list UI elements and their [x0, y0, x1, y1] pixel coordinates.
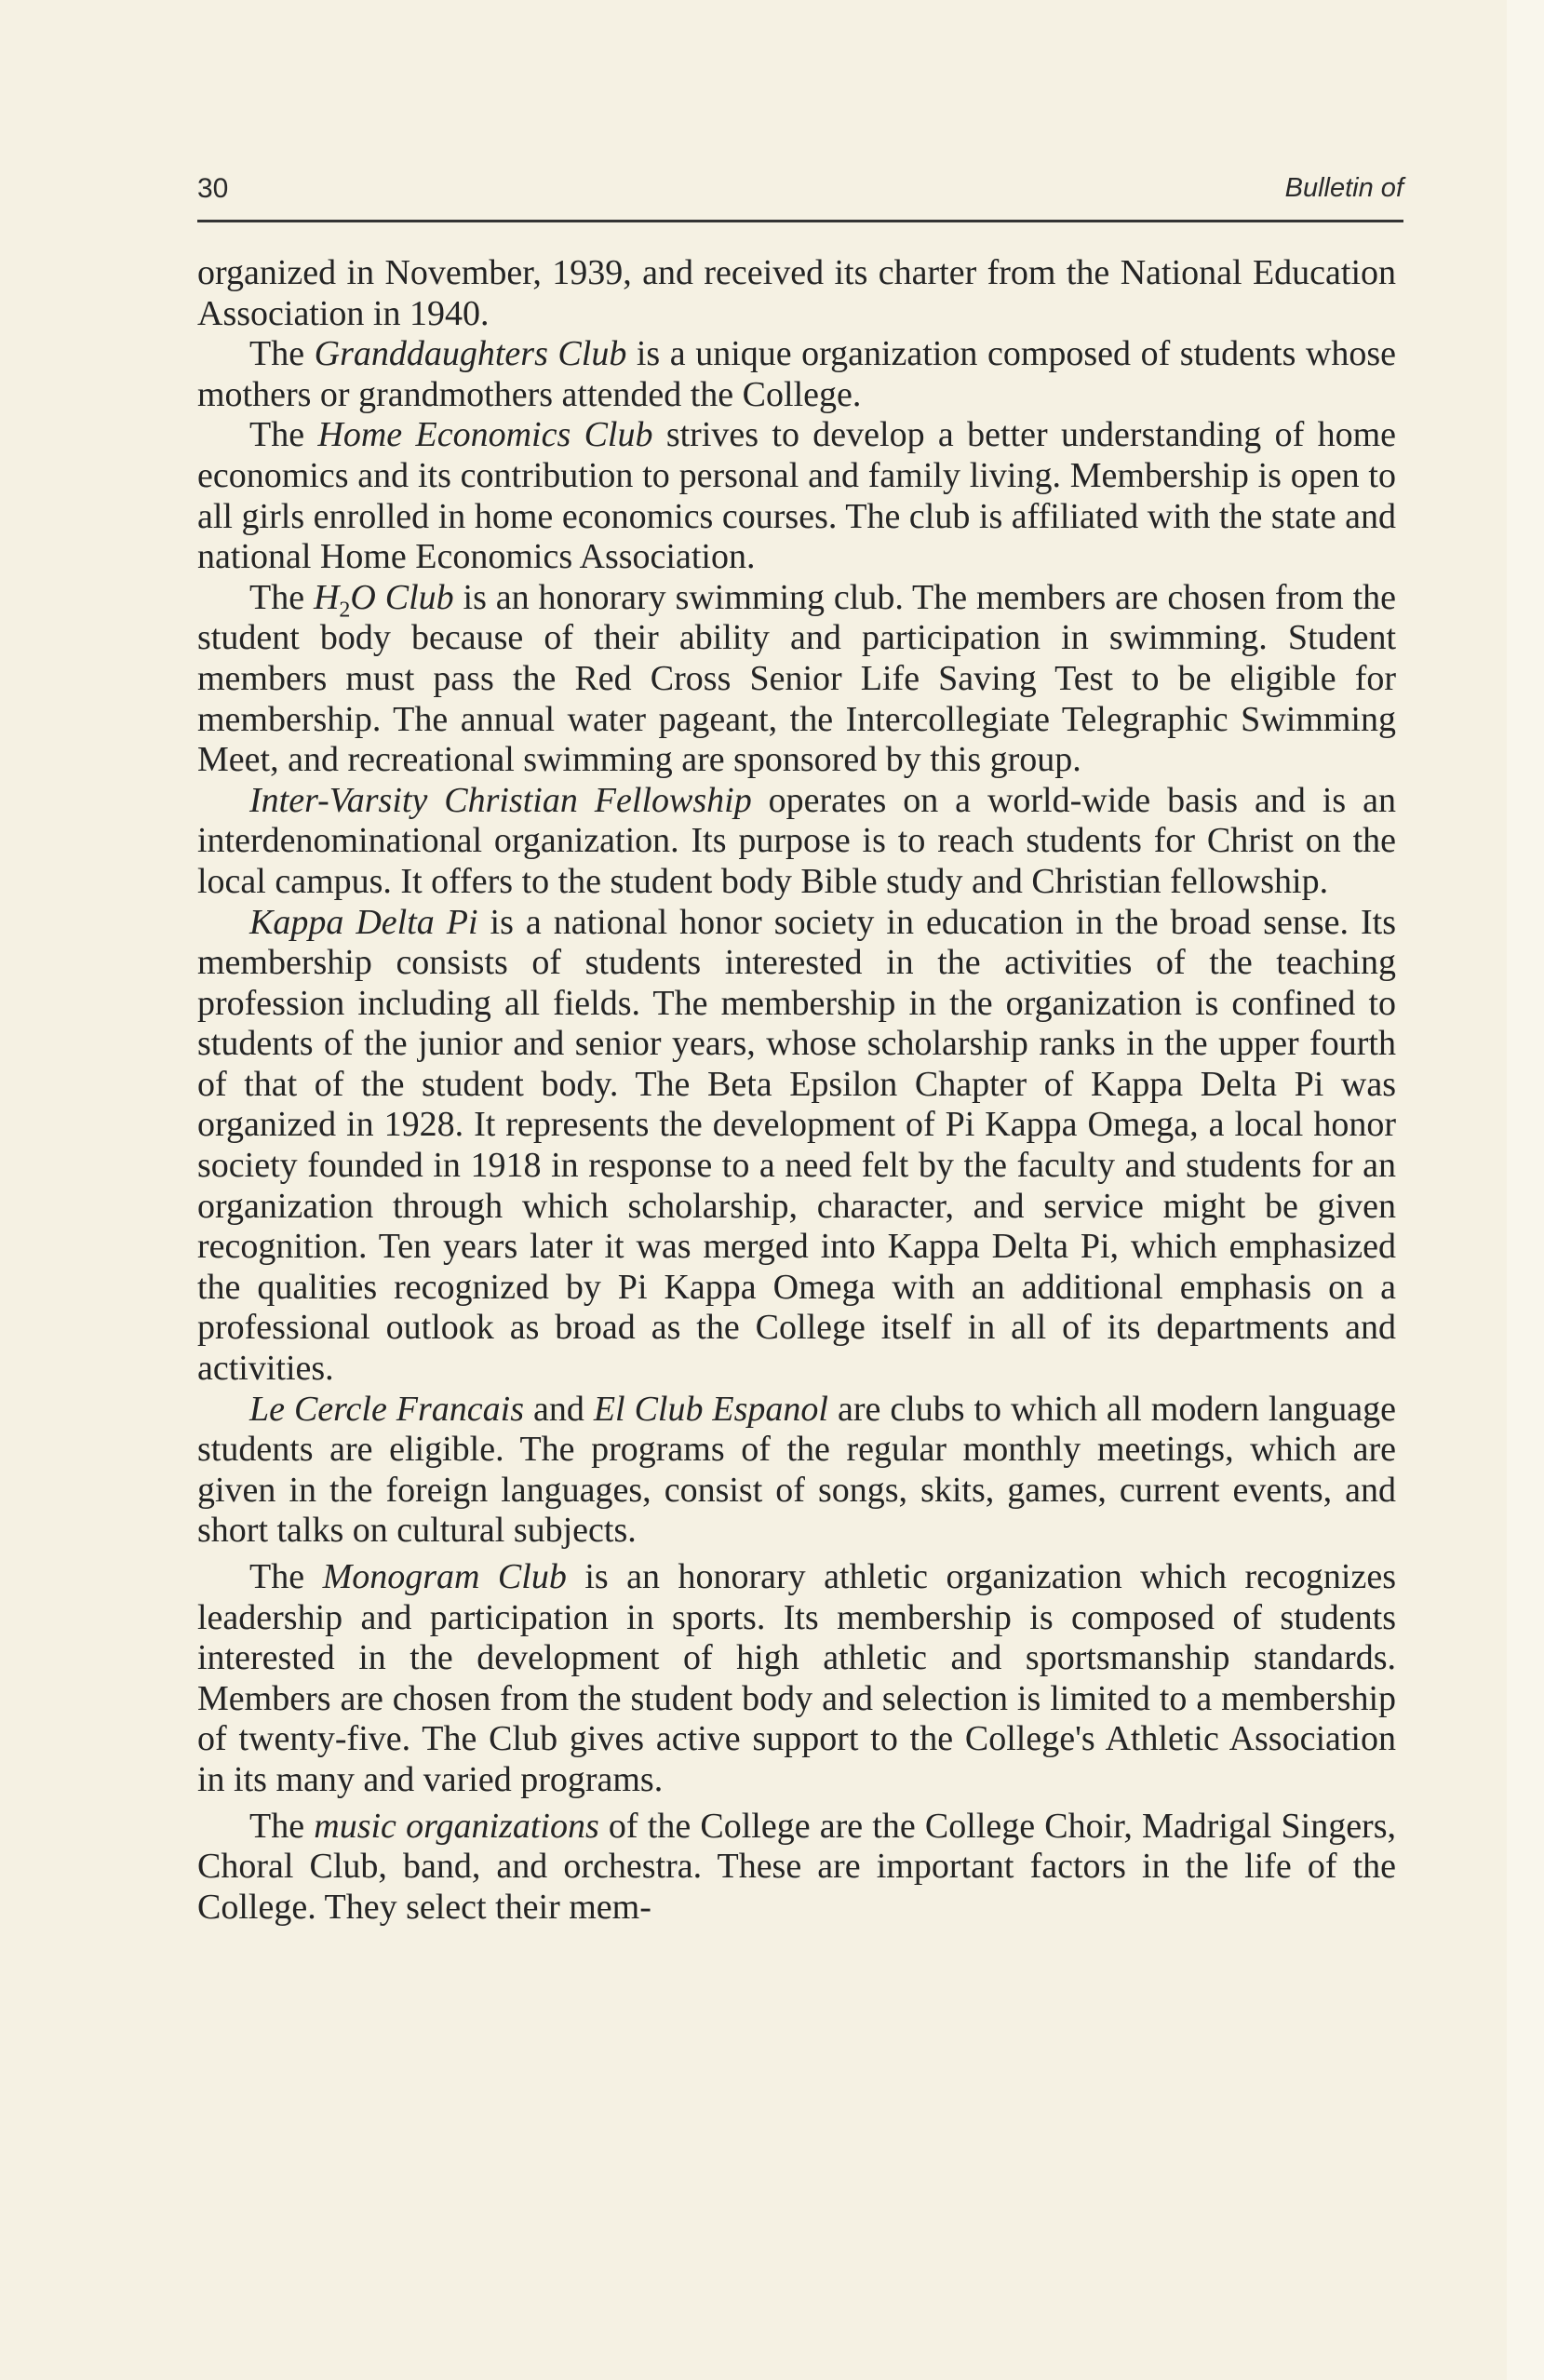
italic-term: music organizations: [314, 1806, 599, 1846]
text-run: The: [249, 1806, 315, 1846]
italic-term: Inter-Varsity Christian Fellowship: [249, 780, 752, 820]
page-number: 30: [197, 173, 229, 204]
text-run: The: [249, 334, 315, 374]
italic-term: Kappa Delta Pi: [249, 902, 478, 942]
running-head: Bulletin of: [1284, 173, 1403, 203]
header-rule: [197, 220, 1403, 222]
text-run: is an honorary athletic organization which recognizes leadership and participation in sports. Its membership is composed of students interested in the development of high athletic and sportsmanship standards. Members are chosen from the student body and selection is limited to a membership of twenty-five. The Club gives active support to the College's Athletic Association in its many and varied programs.: [197, 1557, 1396, 1799]
italic-term: Monogram Club: [322, 1557, 567, 1596]
italic-term: Le Cercle Francais: [249, 1389, 525, 1429]
italic-term: Home Economics Club: [317, 415, 653, 455]
paragraph-continued: [197, 253, 1396, 334]
text-run: The: [249, 1557, 323, 1596]
body-text: [197, 253, 1396, 1928]
text-run: organized in November, 1939, and received its charter from the National Education Association in 1940.: [197, 253, 1396, 333]
text-run: is an honorary swimming club. The members are chosen from the student body because of their ability and participation in swimming. Student members must pass the Red Cross Senior Life Saving Test to be eligible for membership. The annual water pageant, the Intercollegiate Telegraphic Swimming Meet, and recreational swimming are sponsored by this group.: [197, 577, 1396, 780]
paragraph-granddaughters-club: [197, 334, 1396, 415]
text-run: and: [524, 1389, 594, 1429]
paragraph-kappa-delta-pi: [197, 903, 1396, 1390]
text-run: of the College are the College Choir, Madrigal Singers, Choral Club, band, and orchestra. These are important factors in the life of the College. They select their mem-: [197, 1806, 1396, 1927]
paragraph-music-organizations: [197, 1807, 1396, 1929]
italic-term: O Club: [350, 577, 454, 617]
text-run: operates on a world-wide basis and is an interdenominational organization. Its purpose is to reach students for Christ on the local campus. It offers to the student body Bible study and Christian fellowship.: [197, 780, 1397, 901]
text-run: is a unique organization composed of students whose mothers or grandmothers attended the College.: [197, 334, 1397, 414]
paragraph-h2o-club: [197, 578, 1396, 781]
italic-term: Granddaughters Club: [314, 334, 627, 374]
text-run: are clubs to which all modern language students are eligible. The programs of the regular monthly meetings, which are given in the foreign languages, consist of songs, skits, games, current events, and short talks on cultural subjects.: [197, 1389, 1396, 1551]
text-run: The: [249, 415, 318, 455]
paragraph-inter-varsity: [197, 781, 1396, 903]
italic-term: El Club Espanol: [593, 1389, 828, 1429]
text-run: 2: [339, 598, 351, 623]
paragraph-monogram-club: [197, 1557, 1396, 1801]
italic-term: H: [313, 577, 340, 617]
page-header: [197, 173, 1403, 220]
paragraph-home-economics-club: [197, 415, 1396, 577]
paragraph-language-clubs: [197, 1390, 1396, 1552]
text-run: is a national honor society in education in the broad sense. Its membership consists of students interested in the activities of the teaching profession including all fields. The membership in the organization is confined to students of the junior and senior years, whose scholarship ranks in the upper fourth of that of the student body. The Beta Epsilon Chapter of Kappa Delta Pi was organized in 1928. It represents the development of Pi Kappa Omega, a local honor society founded in 1918 in response to a need felt by the faculty and students for an organization through which scholarship, character, and service might be given recognition. Ten years later it was merged into Kappa Delta Pi, which emphasized the qualities recognized by Pi Kappa Omega with an additional emphasis on a professional outlook as broad as the College itself in all of its departments and activities.: [197, 902, 1396, 1389]
text-run: strives to develop a better understanding of home economics and its contribution to personal and family living. Membership is open to all girls enrolled in home economics courses. The club is affiliated with the state and national Home Economics Association.: [197, 415, 1397, 577]
page-margin: [1507, 0, 1544, 2380]
text-run: The: [249, 577, 314, 617]
